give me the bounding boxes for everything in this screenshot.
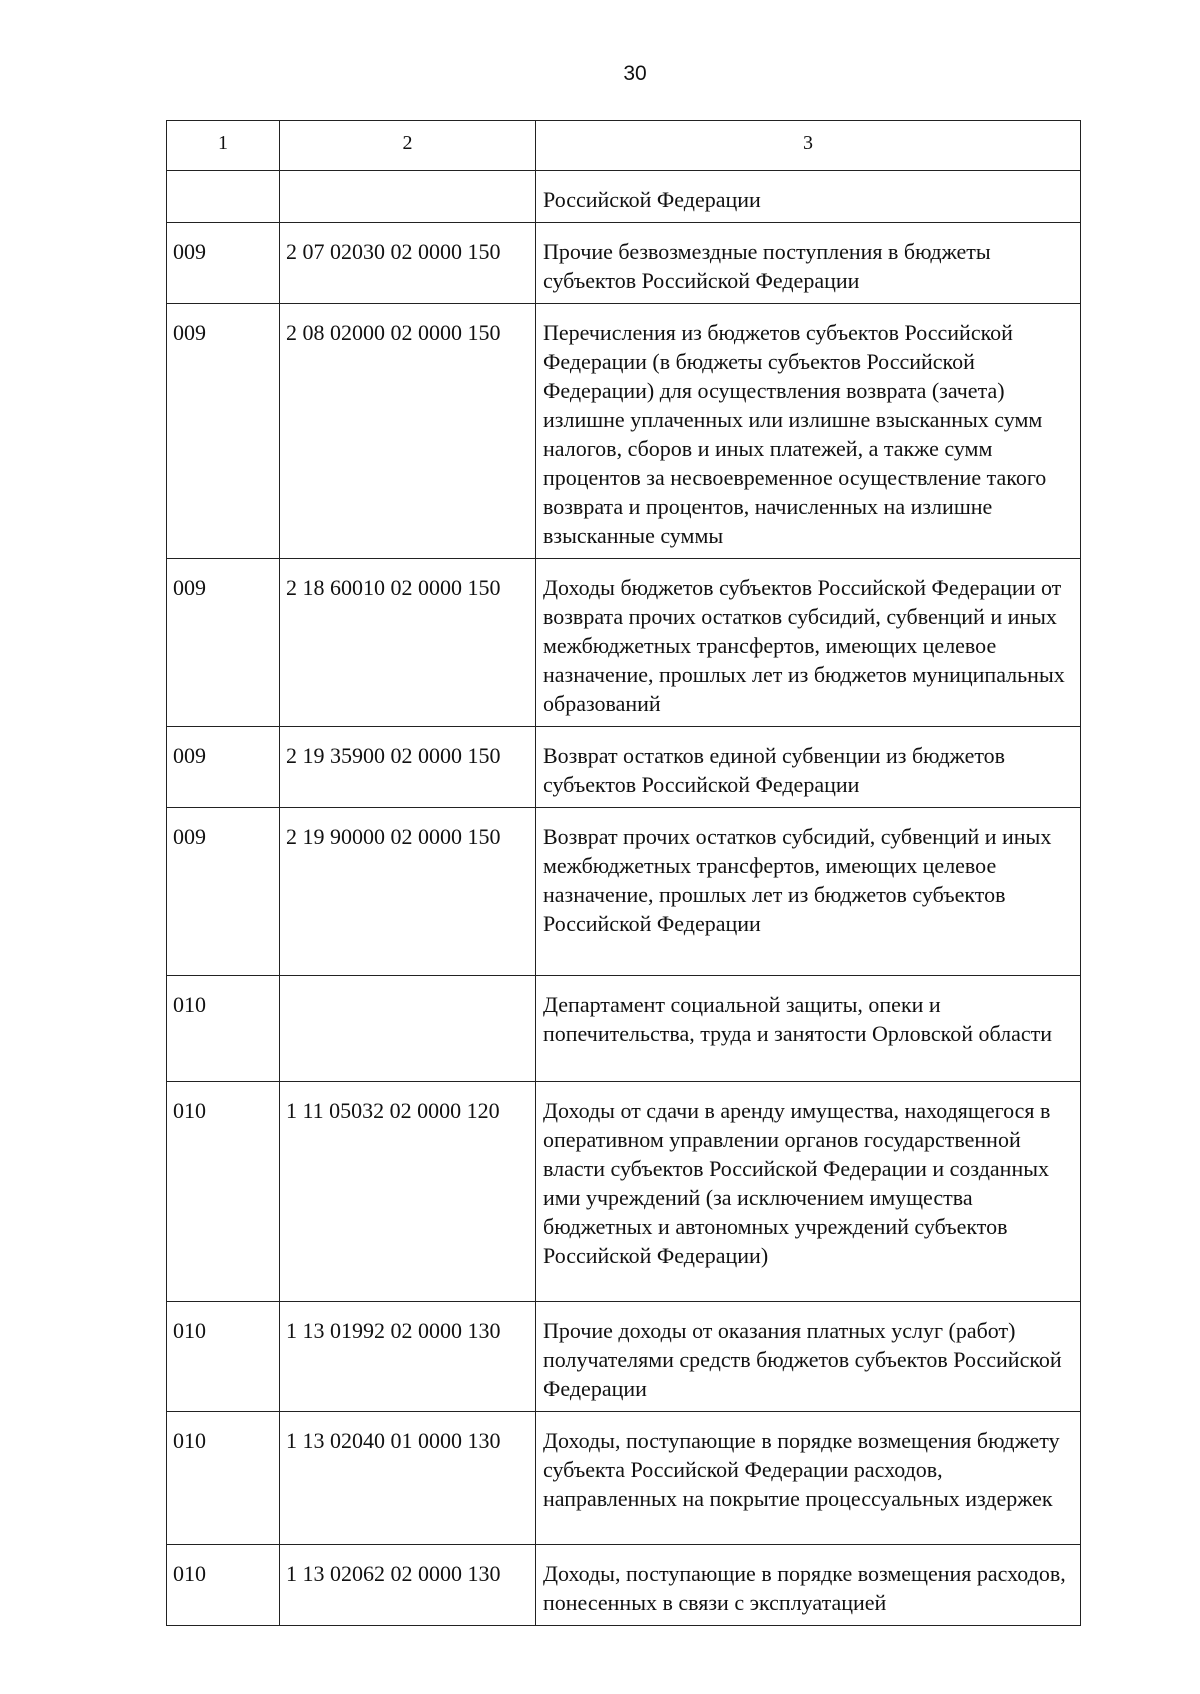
admin-code-cell: 009 — [167, 808, 280, 976]
table-row — [167, 171, 1081, 223]
table-header-row — [167, 121, 1081, 171]
table-row — [167, 1545, 1081, 1626]
admin-code-cell: 009 — [167, 304, 280, 559]
budget-code-cell: 2 19 35900 02 0000 150 — [280, 727, 536, 808]
column-header-3: 3 — [536, 121, 1081, 171]
table-row — [167, 559, 1081, 727]
budget-code-cell: 2 19 90000 02 0000 150 — [280, 808, 536, 976]
table-row — [167, 808, 1081, 976]
budget-code-cell — [280, 976, 536, 1082]
description-cell: Возврат прочих остатков субсидий, субвенций и иных межбюджетных трансфертов, имеющих целевое назначение, прошлых лет из бюджетов субъектов Российской Федерации — [536, 808, 1081, 976]
description-cell: Доходы, поступающие в порядке возмещения бюджету субъекта Российской Федерации расходов, направленных на покрытие процессуальных издержек — [536, 1412, 1081, 1545]
description-cell: Департамент социальной защиты, опеки и попечительства, труда и занятости Орловской области — [536, 976, 1081, 1082]
budget-code-cell: 1 13 02040 01 0000 130 — [280, 1412, 536, 1545]
table-row — [167, 1412, 1081, 1545]
page-number: 30 — [623, 62, 647, 85]
budget-code-cell: 1 13 01992 02 0000 130 — [280, 1302, 536, 1412]
description-cell: Возврат остатков единой субвенции из бюджетов субъектов Российской Федерации — [536, 727, 1081, 808]
admin-code-cell: 010 — [167, 1412, 280, 1545]
budget-code-cell: 1 11 05032 02 0000 120 — [280, 1082, 536, 1302]
admin-code-cell: 010 — [167, 1302, 280, 1412]
description-cell: Прочие доходы от оказания платных услуг (работ) получателями средств бюджетов субъектов Российской Федерации — [536, 1302, 1081, 1412]
table-row — [167, 727, 1081, 808]
description-cell: Доходы от сдачи в аренду имущества, находящегося в оперативном управлении органов государственной власти субъектов Российской Федерации и созданных ими учреждений (за исключением имущества бюджетных и автономных учреждений субъектов Российской Федерации) — [536, 1082, 1081, 1302]
admin-code-cell: 009 — [167, 727, 280, 808]
column-header-1: 1 — [167, 121, 280, 171]
admin-code-cell: 009 — [167, 223, 280, 304]
table-body — [167, 171, 1081, 1626]
admin-code-cell — [167, 171, 280, 223]
admin-code-cell: 010 — [167, 976, 280, 1082]
table-row — [167, 304, 1081, 559]
budget-code-cell — [280, 171, 536, 223]
budget-code-cell: 2 08 02000 02 0000 150 — [280, 304, 536, 559]
table-row — [167, 1302, 1081, 1412]
table-row — [167, 223, 1081, 304]
budget-code-cell: 1 13 02062 02 0000 130 — [280, 1545, 536, 1626]
table-row — [167, 976, 1081, 1082]
description-cell: Прочие безвозмездные поступления в бюджеты субъектов Российской Федерации — [536, 223, 1081, 304]
admin-code-cell: 010 — [167, 1545, 280, 1626]
description-cell: Доходы бюджетов субъектов Российской Федерации от возврата прочих остатков субсидий, субвенций и иных межбюджетных трансфертов, имеющих целевое назначение, прошлых лет из бюджетов муниципальных образований — [536, 559, 1081, 727]
admin-code-cell: 009 — [167, 559, 280, 727]
description-cell: Доходы, поступающие в порядке возмещения расходов, понесенных в связи с эксплуатацией — [536, 1545, 1081, 1626]
admin-code-cell: 010 — [167, 1082, 280, 1302]
budget-code-cell: 2 07 02030 02 0000 150 — [280, 223, 536, 304]
budget-revenue-table — [166, 120, 1081, 1626]
description-cell: Перечисления из бюджетов субъектов Российской Федерации (в бюджеты субъектов Российской Федерации) для осуществления возврата (зачета) излишне уплаченных или излишне взысканных сумм налогов, сборов и иных платежей, а также сумм процентов за несвоевременное осуществление такого возврата и процентов, начисленных на излишне взысканные суммы — [536, 304, 1081, 559]
table-row — [167, 1082, 1081, 1302]
column-header-2: 2 — [280, 121, 536, 171]
description-cell: Российской Федерации — [536, 171, 1081, 223]
budget-code-cell: 2 18 60010 02 0000 150 — [280, 559, 536, 727]
